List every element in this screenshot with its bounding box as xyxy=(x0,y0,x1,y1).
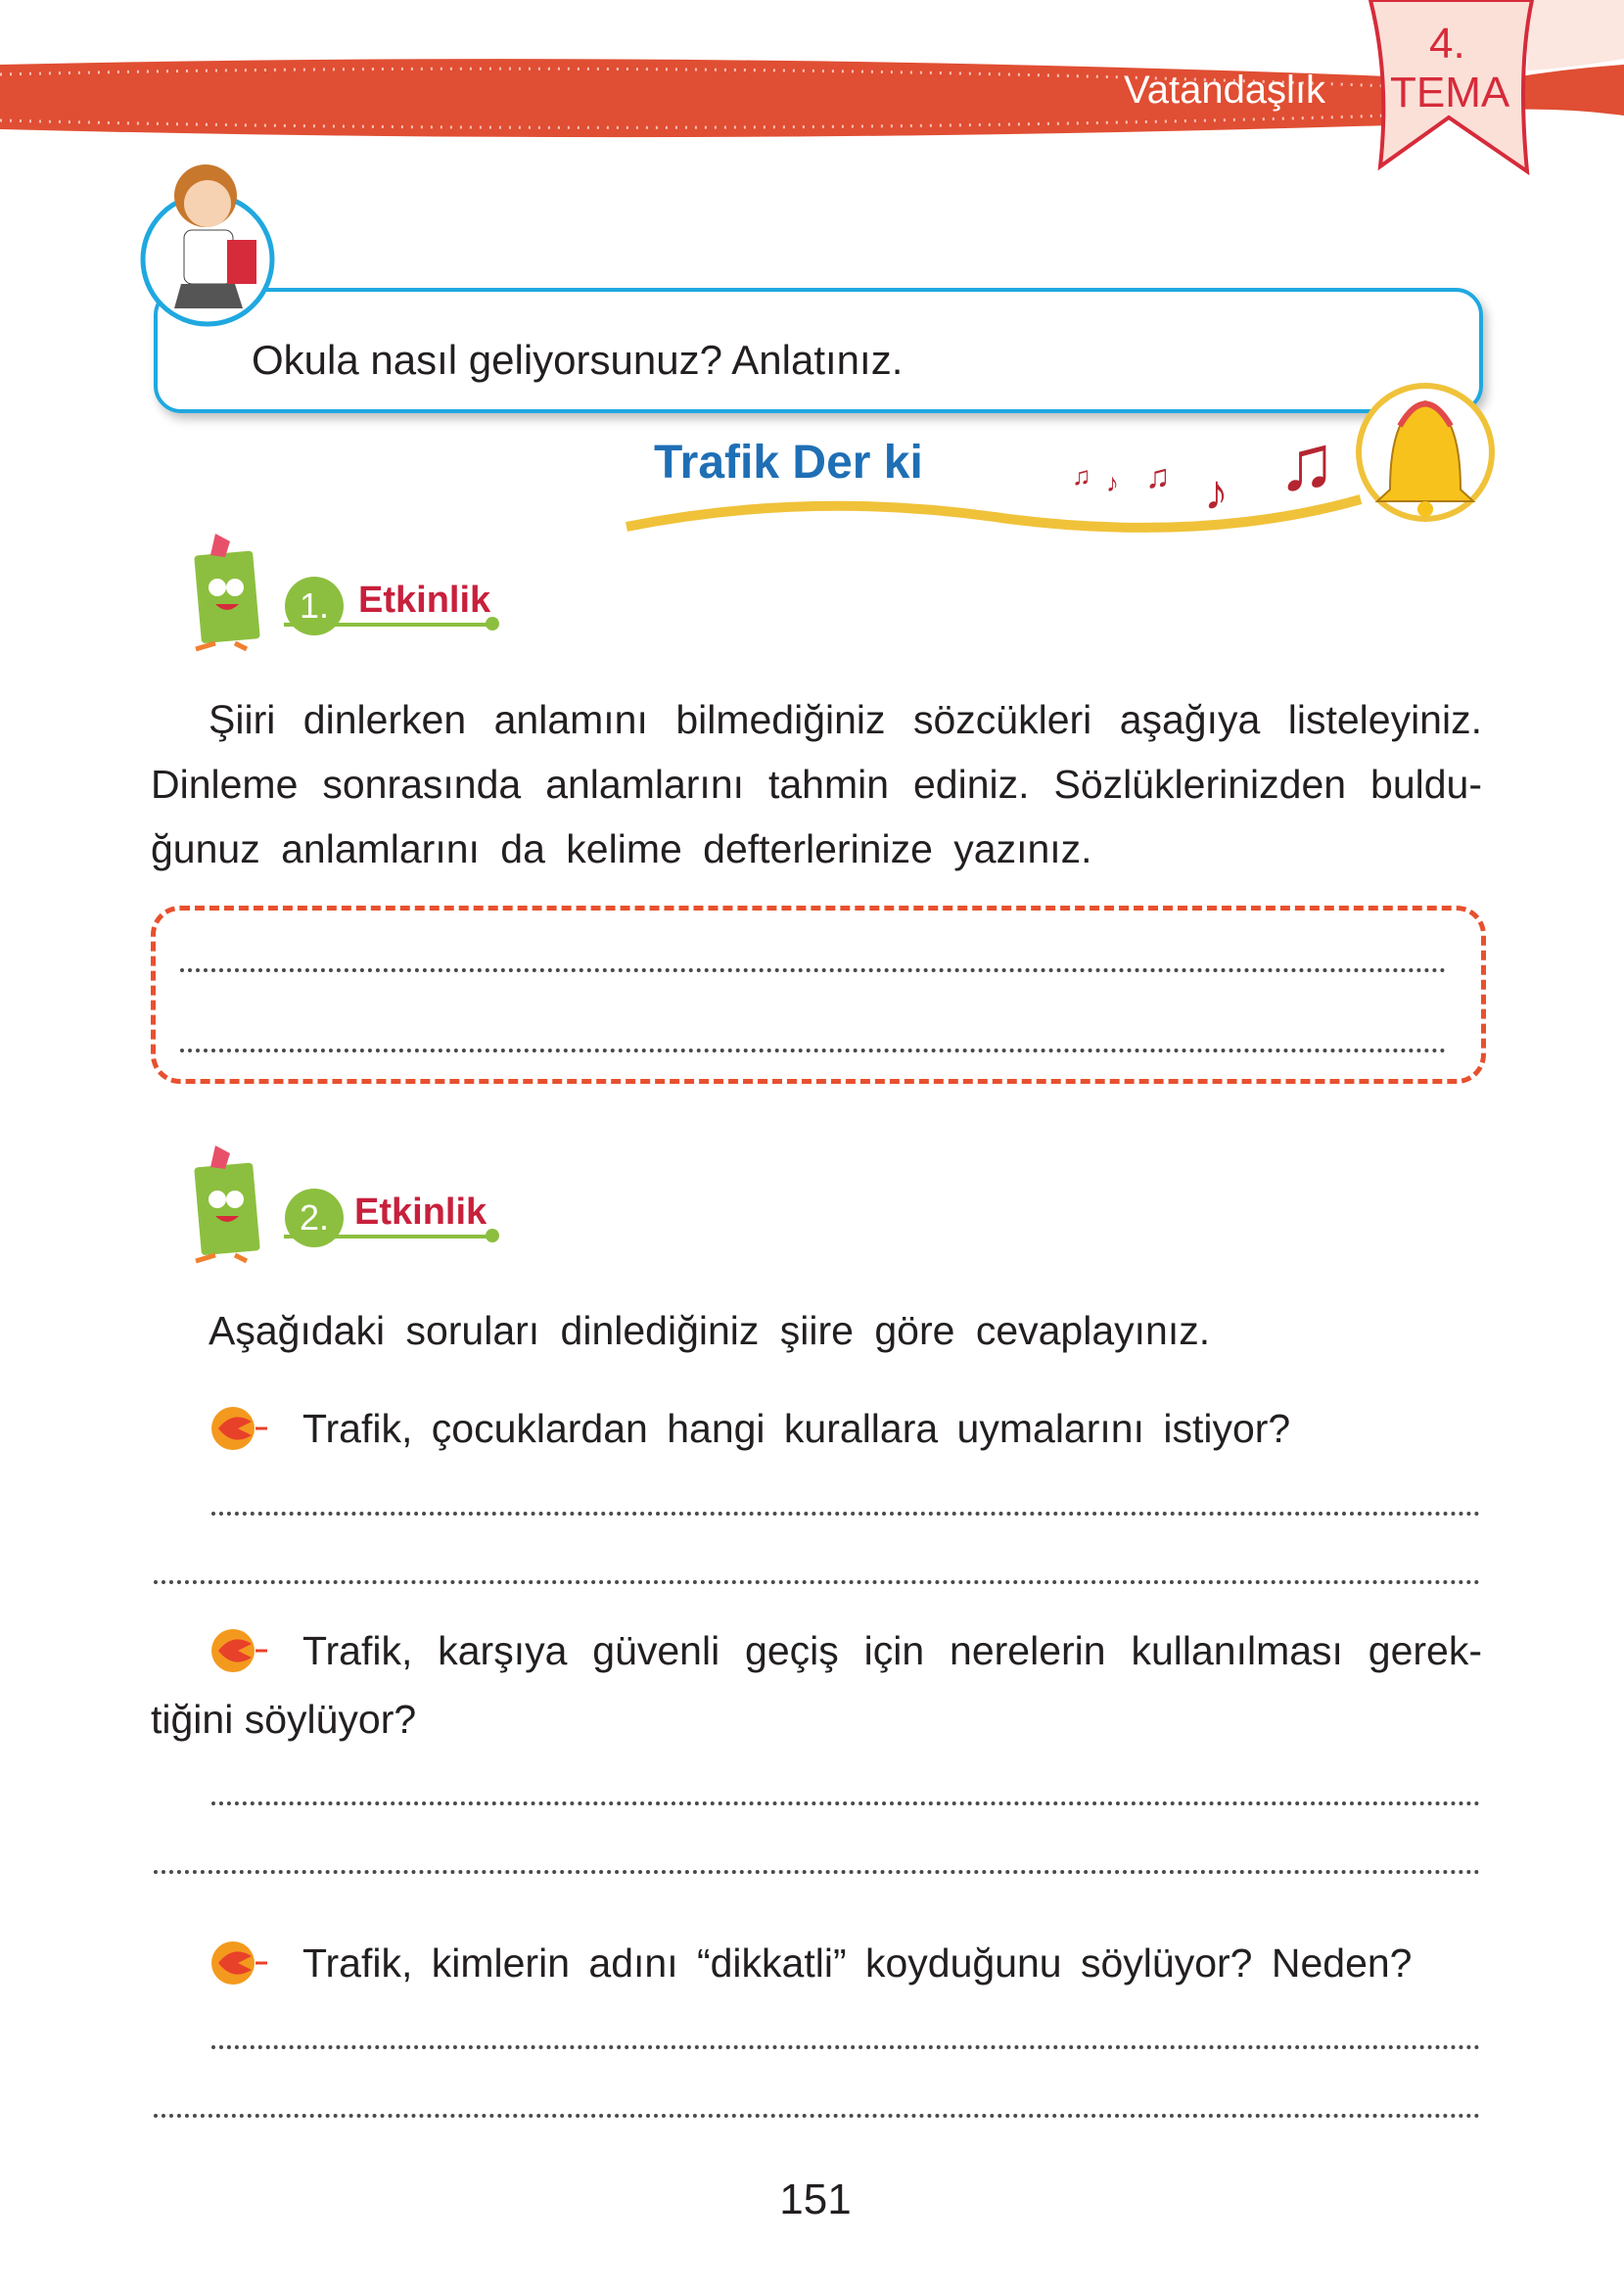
activity2-number: 2. xyxy=(285,1189,344,1247)
svg-text:♪: ♪ xyxy=(1204,465,1229,520)
book-mascot-icon xyxy=(176,1146,294,1268)
answer-line[interactable] xyxy=(211,1512,1480,1516)
bullet-arrow-icon xyxy=(209,1939,273,1987)
bullet-arrow-icon xyxy=(209,1626,273,1675)
theme-number: 4. xyxy=(1429,20,1465,68)
activity1-number: 1. xyxy=(285,577,344,635)
svg-text:♫: ♫ xyxy=(1072,461,1091,491)
activity2-instruction: Aşağıdaki soruları dinlediğiniz şiire göre cevaplayınız. xyxy=(209,1308,1211,1353)
question-1: Trafik, çocuklardan hangi kurallara uymalarını istiyor? xyxy=(302,1406,1291,1451)
question-2-line-1: Trafik, karşıya güvenli geçiş için nerelerin kullanılması gerek- xyxy=(302,1628,1482,1673)
svg-text:♫: ♫ xyxy=(1145,458,1171,495)
answer-line[interactable] xyxy=(180,1049,1446,1052)
music-notes-icon xyxy=(1072,419,1336,520)
section-title: Trafik Der ki xyxy=(654,437,923,489)
answer-line[interactable] xyxy=(211,2045,1480,2049)
answer-line[interactable] xyxy=(211,1801,1480,1805)
question-3: Trafik, kimlerin adını “dikkatli” koyduğunu söylüyor? Neden? xyxy=(302,1940,1413,1986)
answer-line[interactable] xyxy=(180,968,1446,972)
bullet-arrow-icon xyxy=(209,1404,273,1453)
book-mascot-icon xyxy=(176,534,294,656)
svg-text:♫: ♫ xyxy=(1277,419,1336,506)
girl-student-illustration xyxy=(137,147,284,333)
answer-line[interactable] xyxy=(154,1870,1480,1874)
answer-line[interactable] xyxy=(154,1580,1480,1584)
activity1-line-1: Şiiri dinlerken anlamını bilmediğiniz sözcükleri aşağıya listeleyiniz. xyxy=(209,697,1482,742)
prompt-text: Okula nasıl geliyorsunuz? Anlatınız. xyxy=(252,337,904,383)
question-2-line-2: tiğini söylüyor? xyxy=(151,1697,417,1742)
activity1-line-3: ğunuz anlamlarını da kelime defterlerinize yazınız. xyxy=(151,826,1092,871)
word-list-box[interactable] xyxy=(151,906,1486,1084)
activity2-underline-dot xyxy=(486,1229,499,1242)
page-number: 151 xyxy=(779,2175,852,2223)
answer-line[interactable] xyxy=(154,2114,1480,2118)
activity1-label: Etkinlik xyxy=(358,580,491,621)
activity2-label: Etkinlik xyxy=(354,1192,487,1233)
theme-label: TEMA xyxy=(1390,69,1510,117)
theme-name: Vatandaşlık xyxy=(1124,69,1326,112)
activity1-line-2: Dinleme sonrasında anlamlarını tahmin ediniz. Sözlüklerinizden buldu- xyxy=(151,762,1482,807)
svg-text:♪: ♪ xyxy=(1106,468,1119,497)
